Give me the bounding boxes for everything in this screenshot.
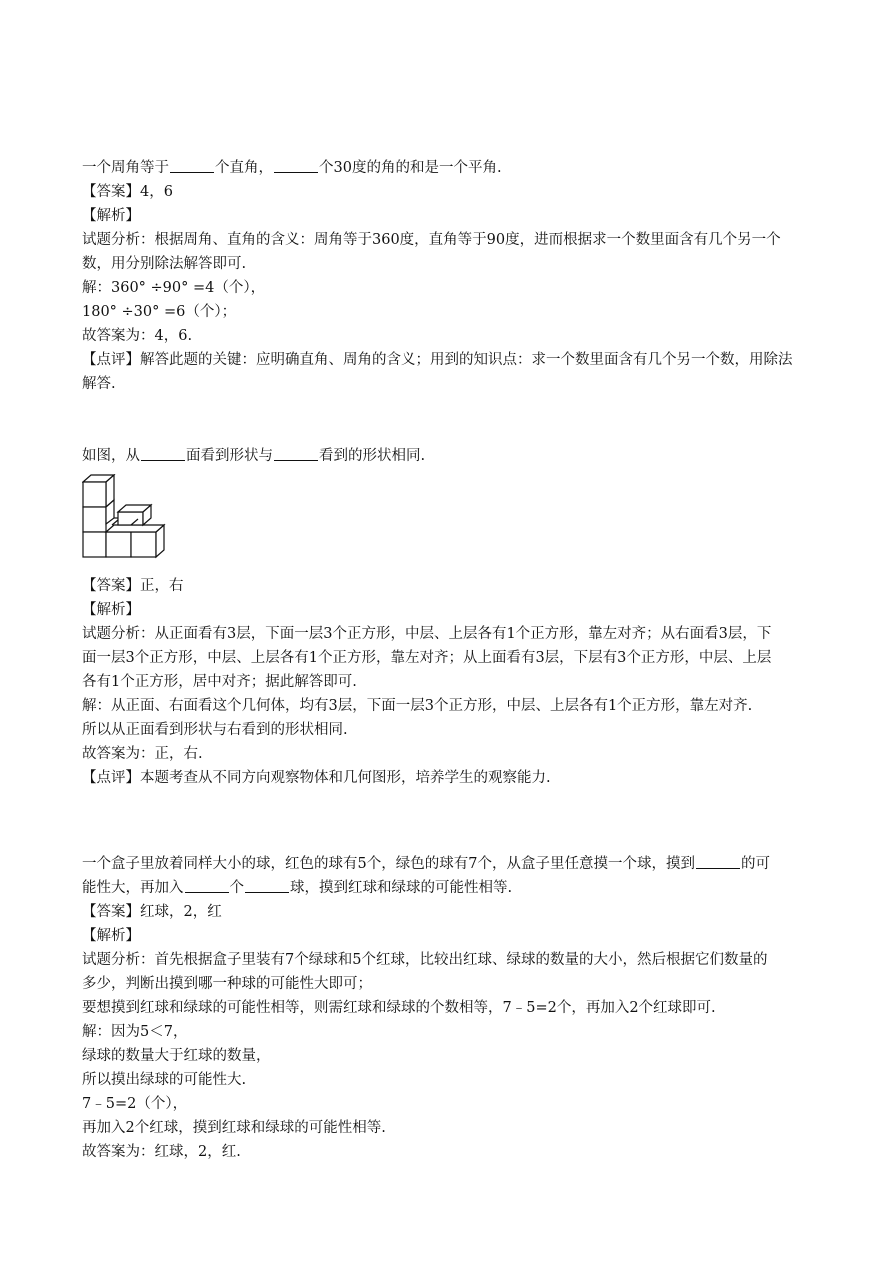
cube-front-face <box>118 512 143 525</box>
question-2 <box>82 444 771 790</box>
cube-top-face <box>106 525 164 532</box>
analysis-heading: 【解析】 <box>82 602 140 618</box>
answer-line: 【答案】红球，2，红 <box>82 904 222 920</box>
stem-text: 面看到形状与 <box>186 448 273 464</box>
edge-line <box>112 520 118 525</box>
cube-stack-drawing <box>82 474 172 566</box>
analysis-heading: 【解析】 <box>82 928 140 944</box>
answer-blank <box>170 158 214 173</box>
cube-front-face <box>131 532 156 557</box>
solution-text: 故答案为：正，右. <box>82 746 203 762</box>
answer-line: 【答案】4，6 <box>82 184 173 200</box>
cube-front-face <box>106 532 131 557</box>
cube-front-face <box>83 482 106 507</box>
solution-text: 故答案为：红球，2，红. <box>82 1144 241 1160</box>
question-stem <box>82 852 770 876</box>
stem-text: 能性大，再加入 <box>82 880 184 896</box>
analysis-text: 试题分析：首先根据盒子里装有7个绿球和5个红球，比较出红球、绿球的数量的大小，然后根据它们数量的 <box>82 952 768 968</box>
analysis-heading: 【解析】 <box>82 208 140 224</box>
stem-text: 的可 <box>740 856 770 872</box>
question-stem <box>82 876 770 900</box>
answer-blank <box>274 158 318 173</box>
comment-text: 【点评】本题考查从不同方向观察物体和几何图形，培养学生的观察能力. <box>82 770 551 786</box>
question-stem <box>82 156 793 180</box>
stem-text: 一个周角等于 <box>82 160 169 176</box>
stem-text: 个直角， <box>215 160 273 176</box>
answer-blank <box>185 878 229 893</box>
answer-blank <box>274 446 318 461</box>
stem-text: 看到的形状相同. <box>319 448 426 464</box>
question-1 <box>82 156 793 396</box>
analysis-text: 各有1个正方形，居中对齐；据此解答即可. <box>82 674 357 690</box>
cube-front-face <box>83 507 106 532</box>
comment-text: 【点评】解答此题的关键：应明确直角、周角的含义；用到的知识点：求一个数里面含有几个另一个数，用除法 <box>82 352 793 368</box>
solution-text: 绿球的数量大于红球的数量， <box>82 1048 271 1064</box>
answer-blank <box>141 446 185 461</box>
stem-text: 一个盒子里放着同样大小的球，红色的球有5个，绿色的球有7个，从盒子里任意摸一个球，摸到 <box>82 856 695 872</box>
solution-text: 所以摸出绿球的可能性大. <box>82 1072 247 1088</box>
answer-blank <box>245 878 289 893</box>
analysis-text: 多少，判断出摸到哪一种球的可能性大即可； <box>82 976 372 992</box>
stem-text: 球，摸到红球和绿球的可能性相等. <box>290 880 513 896</box>
cube-front-face <box>83 532 106 557</box>
analysis-text: 要想摸到红球和绿球的可能性相等，则需红球和绿球的个数相等，7﹣5=2个，再加入2个红球即可. <box>82 1000 716 1016</box>
solution-text: 所以从正面看到形状与右看到的形状相同. <box>82 722 348 738</box>
solution-text: 解：从正面、右面看这个几何体，均有3层，下面一层3个正方形，中层、上层各有1个正方形，靠左对齐. <box>82 698 753 714</box>
analysis-text: 面一层3个正方形，中层、上层各有1个正方形，靠左对齐；从上面看有3层，下层有3个正方形，中层、上层 <box>82 650 772 666</box>
solution-text: 180° ÷30° =6（个）； <box>82 304 237 320</box>
solution-text: 解：因为5＜7， <box>82 1024 188 1040</box>
solution-text: 7﹣5=2（个）， <box>82 1096 188 1112</box>
stem-text: 个 <box>229 880 244 896</box>
question-stem <box>82 444 771 468</box>
analysis-text: 试题分析：从正面看有3层，下面一层3个正方形，中层、上层各有1个正方形，靠左对齐；从右面看3层，下 <box>82 626 772 642</box>
comment-text: 解答. <box>82 376 116 392</box>
answer-line: 【答案】正，右 <box>82 578 184 594</box>
solution-text: 故答案为：4，6. <box>82 328 193 344</box>
solution-text: 再加入2个红球，摸到红球和绿球的可能性相等. <box>82 1120 386 1136</box>
analysis-text: 试题分析：根据周角、直角的含义：周角等于360度，直角等于90度，进而根据求一个数里面含有几个另一个 <box>82 232 781 248</box>
solution-text: 解：360° ÷90° =4（个）， <box>82 280 266 296</box>
cube-stack-figure <box>82 474 771 574</box>
answer-blank <box>696 854 740 869</box>
question-3 <box>82 852 770 1164</box>
stem-text: 如图，从 <box>82 448 140 464</box>
analysis-text: 数，用分别除法解答即可. <box>82 256 247 272</box>
stem-text: 个30度的角的和是一个平角. <box>319 160 502 176</box>
